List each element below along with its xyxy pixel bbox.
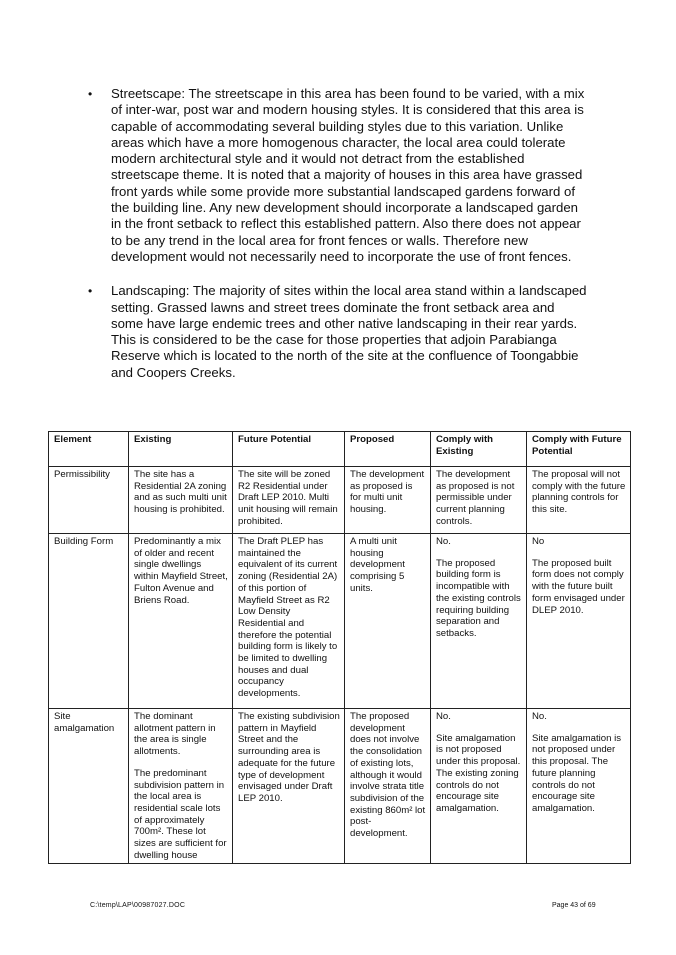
cell-future: The site will be zoned R2 Residential under Draft LEP 2010. Multi unit housing will remain prohibited. (233, 467, 345, 534)
cell-text: The proposal will not comply with the future planning controls for this site. (532, 469, 626, 516)
header-comply-existing: Comply with Existing (431, 432, 527, 467)
cell-future: The existing subdivision pattern in Mayfield Street and the surrounding area is adequate for the future type of development envisaged under Draft LEP 2010. (233, 709, 345, 864)
cell-text: No. (436, 711, 451, 722)
cell-comply-existing (431, 534, 527, 709)
bullet-list (88, 86, 588, 399)
cell-existing: Predominantly a mix of older and recent single dwellings within Mayfield Street, Fulton Avenue and Briens Road. (129, 534, 233, 709)
table-row (49, 467, 631, 534)
footer-file-path: C:\temp\LAP\00987027.DOC (90, 902, 186, 909)
cell-element: Building Form (49, 534, 129, 709)
bullet-streetscape (88, 86, 588, 265)
header-future-potential: Future Potential (233, 432, 345, 467)
cell-existing: The site has a Residential 2A zoning and as such multi unit housing is prohibited. (129, 467, 233, 534)
cell-text: The development as proposed is not permissible under current planning controls. (436, 469, 515, 527)
cell-text: No (532, 536, 545, 547)
cell-text: Site amalgamation is not proposed under this proposal. The existing zoning controls do not encourage site amalgamation. (436, 732, 521, 814)
table-row (49, 709, 631, 864)
cell-existing (129, 709, 233, 864)
cell-text: No. (532, 711, 547, 722)
cell-text: The dominant allotment pattern in the area is single allotments. (134, 711, 216, 758)
cell-comply-existing (431, 709, 527, 864)
cell-future: The Draft PLEP has maintained the equivalent of its current zoning (Residential 2A) of this portion of Mayfield Street as R2 Low Density Residential and therefore the potential building form is likely to be limited to dwelling houses and dual occupancy developments. (233, 534, 345, 709)
cell-element: Permissibility (49, 467, 129, 534)
cell-comply-future (527, 709, 631, 864)
cell-proposed: The development as proposed is for multi unit housing. (345, 467, 431, 534)
cell-comply-future (527, 534, 631, 709)
cell-text: The predominant subdivision pattern in the local area is residential scale lots of approximately 700m². These lot sizes are sufficient for dwelling house (134, 767, 227, 861)
comparison-table (48, 431, 631, 864)
table-header-row (49, 432, 631, 467)
header-existing: Existing (129, 432, 233, 467)
cell-comply-future (527, 467, 631, 534)
cell-text: The proposed building form is incompatible with the existing controls requiring building separation and setbacks. (436, 557, 521, 639)
cell-element: Site amalgamation (49, 709, 129, 864)
cell-proposed: A multi unit housing development comprising 5 units. (345, 534, 431, 709)
cell-text: Site amalgamation is not proposed under this proposal. The future planning controls do not encourage site amalgamation. (532, 732, 622, 814)
bullet-dot-icon: • (88, 87, 93, 101)
table-row (49, 534, 631, 709)
footer-page-number: Page 43 of 69 (552, 902, 596, 909)
cell-proposed: The proposed development does not involve the consolidation of existing lots, although it would involve strata title subdivision of the existing 860m² lot post-development. (345, 709, 431, 864)
cell-comply-existing (431, 467, 527, 534)
header-proposed: Proposed (345, 432, 431, 467)
bullet-text: Streetscape: The streetscape in this area has been found to be varied, with a mix of inter-war, post war and modern housing styles. It is considered that this area is capable of accommodating several building styles due to this variation. Unlike areas which have a more homogenous character, the local area could tolerate modern architectural style and it would not detract from the established streetscape theme. It is noted that a majority of houses in this area have grassed front yards while some provide more substantial landscaped gardens forward of the building line. Any new development should incorporate a landscaped garden in the front setback to reflect this established pattern. Also there does not appear to be any trend in the local area for front fences or walls. Therefore new development would not necessarily need to incorporate the use of front fences. (111, 86, 585, 264)
cell-text: No. (436, 536, 451, 547)
bullet-landscaping (88, 283, 588, 381)
bullet-dot-icon: • (88, 284, 93, 299)
header-element: Element (49, 432, 129, 467)
header-comply-future: Comply with Future Potential (527, 432, 631, 467)
cell-text: The proposed built form does not comply with the future built form envisaged under DLEP 2010. (532, 557, 625, 616)
bullet-text: Landscaping: The majority of sites within the local area stand within a landscaped setting. Grassed lawns and street trees dominate the front setback area and some have large endemic trees and other native landscaping in their rear yards. This is considered to be the case for those properties that adjoin Parabianga Reserve which is located to the north of the site at the confluence of Toongabbie and Coopers Creeks. (111, 283, 587, 380)
